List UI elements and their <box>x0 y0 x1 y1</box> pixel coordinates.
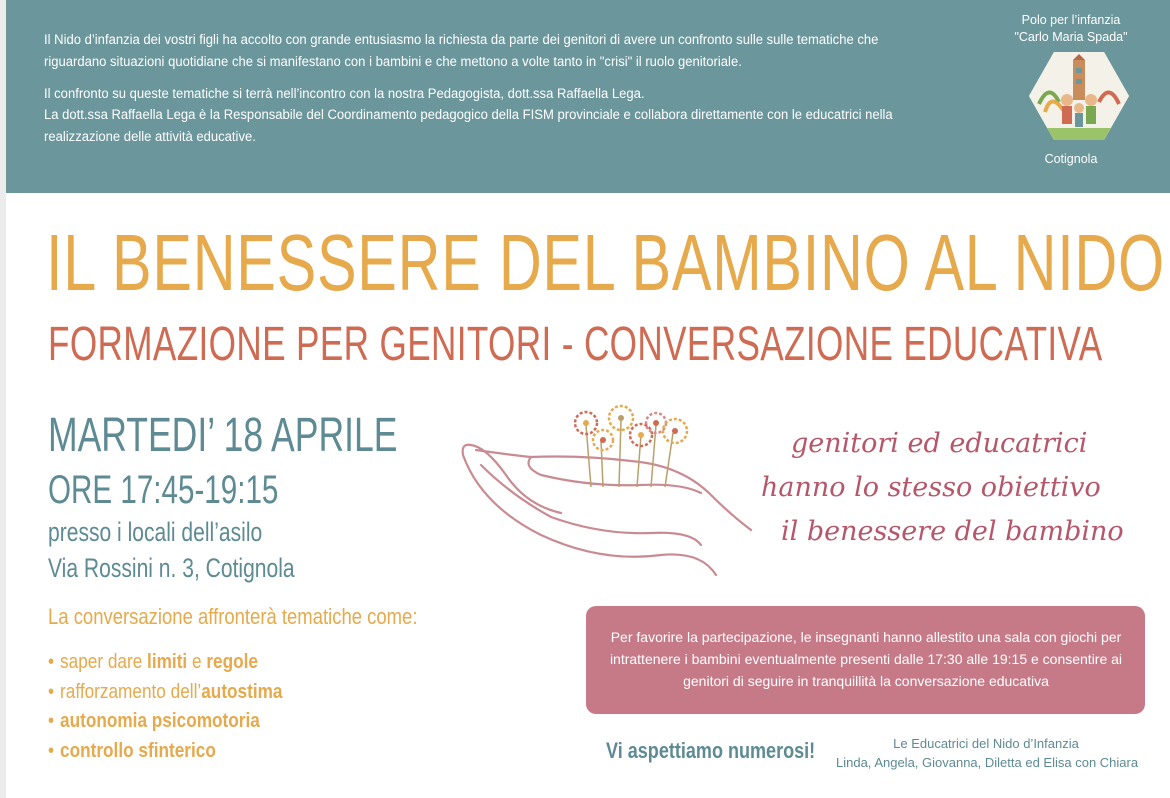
topic-text: e <box>187 651 207 673</box>
school-name <box>1006 12 1136 46</box>
topic-keyword: autonomia psicomotoria <box>60 710 260 732</box>
childcare-notice-text: Per favorire la partecipazione, le insegnanti hanno allestito una sala con giochi per intrattenere i bambini eventualmente presenti dalle 17:30 alle 19:15 e consentire ai genitori di seguire in tranquillità la conversazione educativa <box>609 629 1123 689</box>
intro-paragraph-2-line-2: La dott.ssa Raffaella Lega è la Responsabile del Coordinamento pedagogico della FISM provinciale e collabora direttamente con le educatrici nella realizzazione delle attività educative. <box>44 107 893 146</box>
tagline-line-1: genitori ed educatrici <box>791 428 1088 459</box>
event-date: MARTEDI’ 18 APRILE <box>48 409 398 462</box>
topics-intro: La conversazione affronterà tematiche come: <box>48 604 418 629</box>
topic-item <box>48 737 282 767</box>
topic-item <box>48 707 282 737</box>
topic-item <box>48 678 282 708</box>
school-name-line-1: Polo per l’infanzia <box>1021 13 1121 27</box>
event-title: IL BENESSERE DEL BAMBINO AL NIDO <box>46 218 1165 307</box>
topics-list <box>48 648 282 766</box>
topic-text: rafforzamento dell’ <box>60 680 202 703</box>
topic-text: saper dare <box>60 651 148 673</box>
hand-with-flowers-illustration <box>451 395 771 585</box>
intro-paragraph-2-line-1: Il confronto su queste tematiche si terrà nell’incontro con la nostra Pedagogista, dott.ssa Raffaella Lega. <box>44 85 645 102</box>
tagline-line-3: il benessere del bambino <box>781 516 1124 547</box>
topic-keyword: regole <box>206 651 258 673</box>
event-subtitle: FORMAZIONE PER GENITORI - CONVERSAZIONE EDUCATIVA <box>48 318 1103 371</box>
intro-paragraph-2 <box>44 84 900 149</box>
topic-keyword: limiti <box>147 651 188 673</box>
event-time: ORE 17:45-19:15 <box>48 468 279 512</box>
school-town: Cotignola <box>1044 152 1098 166</box>
intro-paragraph-1: Il Nido d’infanzia dei vostri figli ha accolto con grande entusiasmo la richiesta da parte dei genitori di avere un confronto sulle sulle tematiche che riguardano situazioni quotidiane che si manifestano con i bambini e che mettono a volte tanto in "crisi" il ruolo genitoriale. <box>44 32 879 70</box>
welcome-message: Vi aspettiamo numerosi! <box>606 738 816 763</box>
tagline-line-2: hanno lo stesso obiettivo <box>761 472 1101 503</box>
topic-keyword: controllo sfinterico <box>60 739 216 762</box>
flyer-page <box>6 0 1170 798</box>
header-intro <box>44 30 900 159</box>
handwritten-tagline <box>761 422 1161 554</box>
topic-keyword: autostima <box>201 680 283 703</box>
event-location-line-1: presso i locali dell’asilo <box>48 517 263 547</box>
signature <box>836 734 1139 772</box>
signature-line-2: Linda, Angela, Giovanna, Diletta ed Elisa con Chiara <box>836 755 1139 770</box>
event-location-line-2: Via Rossini n. 3, Cotignola <box>48 553 295 583</box>
signature-line-1: Le Educatrici del Nido d’Infanzia <box>893 736 1079 751</box>
topic-item <box>48 648 282 678</box>
school-name-line-2: "Carlo Maria Spada" <box>1014 30 1128 44</box>
